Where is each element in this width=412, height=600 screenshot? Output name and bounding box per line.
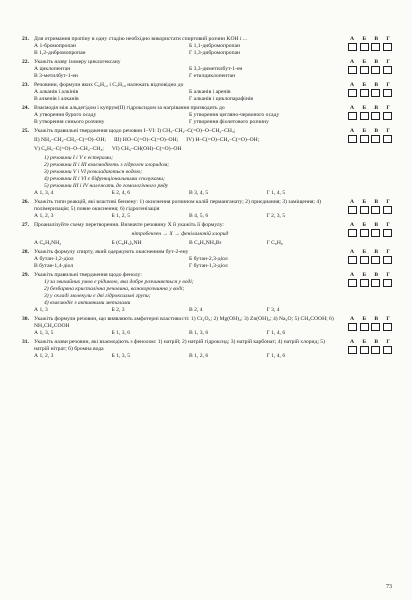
answer-option: В 3-метилбут-1-ен [34,73,78,79]
question-number: 23. [22,82,29,88]
answer-cell[interactable] [371,89,380,97]
question-text: Взаємодія між альдегідом і купрум(II) гідроксидом за нагрівання призводить до [34,105,225,111]
answer-option: А утворення бурого осаду [34,112,97,118]
formula-1: I) CH₃–CH₂–C(=O)–O–CH₂–CH₃; [155,128,236,134]
answer-letter: А [350,339,355,345]
question-text: Речовини, формули яких C₆H₁₂ і C₅H₁₀ належать відповідно до [34,82,184,88]
answer-option: В алкенів і алканів [34,96,79,102]
answer-cell[interactable] [360,112,369,120]
answer-letter: А [350,105,355,111]
formula-4: IV) H–C(=O)–CH₂–C(=O)–OH; [186,137,260,143]
answer-cell[interactable] [383,112,392,120]
formula-3: III) HO–C(=O)–C(=O)–OH; [113,137,179,143]
question-text: Укажіть формулу спирту, який одержують окисненням бут-2-ену [34,249,189,255]
answer-options [22,43,338,57]
answer-cell[interactable] [360,89,369,97]
answer-cell[interactable] [360,229,369,237]
question-29 [22,272,394,314]
answer-options [22,190,338,197]
answer-box [348,59,392,74]
statement: 3) речовини V і VI розкладаються водою; [44,169,143,175]
answer-cell[interactable] [371,279,380,287]
answer-cell[interactable] [371,229,380,237]
answer-options [22,256,338,270]
question-text: Укажіть правильні твердження щодо речовин I–VI: I) CH₃–CH₂–C(=O)–O–CH₂–CH₃; [34,128,236,134]
answer-cell[interactable] [348,279,357,287]
answer-cell[interactable] [348,66,357,74]
answer-box [348,199,392,214]
answer-options [22,353,338,360]
answer-letter: В [374,316,379,322]
statement: 4) взаємодіє з активними металами [44,300,131,306]
answer-option: Б утворення цегляно-червоного осаду [189,112,280,118]
answer-cell[interactable] [348,112,357,120]
answer-cell[interactable] [383,346,392,354]
answer-option: А 1, 3 [34,307,48,313]
question-number: 21. [22,36,29,42]
question-number: 26. [22,199,29,205]
answer-option: Б 2, 3 [111,307,125,313]
statement: 4) речовини II і VI є біфункціональними сполуками; [44,176,165,182]
answer-option: В 2, 4 [189,307,203,313]
question-text: Укажіть формули речовин, що виявляють амфотерні властивості: 1) Cr₂O₃; 2) Mg(OH)₂; 3) Zn(OH)₂; 4) Na₂O; 5) CH₃COOH; 6) NH₂CH₂COOH [34,316,334,329]
answer-letter: В [374,249,379,255]
answer-letter: А [350,316,355,322]
question-text: Для отримання пропіну в одну стадію необхідно використати спиртовий розчин KOH і ... [34,36,248,42]
answer-cell[interactable] [371,323,380,331]
answer-option: Б (C₆H₅)₂NH [111,240,142,246]
answer-option: В 1, 2, 6 [189,353,209,359]
answer-option: В утворення синього розчину [34,119,105,125]
answer-option: Г утворення фіолетового розчину [189,119,269,125]
answer-letter: Б [362,339,367,345]
question-31 [22,339,394,360]
answer-box [348,316,392,331]
answer-cell[interactable] [383,256,392,264]
statement: 5) речовини III і IV належать до гомологічного ряду [44,183,169,189]
answer-options [22,307,338,314]
question-number: 24. [22,105,29,111]
answer-letter: Б [362,249,367,255]
answer-cell[interactable] [348,323,357,331]
answer-letter: Б [362,199,367,205]
question-number: 28. [22,249,29,255]
question-number: 22. [22,59,29,65]
answer-option: А алканів і алкінів [34,89,79,95]
answer-option: А бутан-1,2-діол [34,256,74,262]
answer-cell[interactable] [371,112,380,120]
answer-letter: В [374,36,379,42]
answer-box [348,82,392,97]
question-28 [22,249,394,270]
answer-option: Г 1, 4, 5 [266,190,286,196]
answer-cell[interactable] [360,43,369,51]
answer-box [348,339,392,354]
formula-2: II) NH₂–CH₂–CH₂–C(=O)–OH; [34,137,106,143]
answer-letter: А [350,36,355,42]
answer-cell[interactable] [383,89,392,97]
answer-option: Г 1, 4, 6 [266,330,286,336]
answer-option: А 1, 3, 4 [34,190,54,196]
question-23 [22,82,394,103]
question-text: Укажіть назви речовин, які взаємодіють з фенолом: 1) натрій; 2) натрій гідроксид; 3) натрій карбонат; 4) натрій хлорид; 5) натрій нітрат; 6) бромна вода [34,339,325,352]
answer-option: В 3, 4, 5 [189,190,209,196]
answer-option: В C₆H₅NH₃Br [189,240,222,246]
answer-letter: Б [362,128,367,134]
question-26 [22,199,394,220]
answer-option: Г C₆H₆ [266,240,283,246]
answer-letter: Г [386,36,390,42]
answer-letter: В [374,272,379,278]
answer-letter: Г [386,199,390,205]
answer-option: Б 1, 3, 6 [111,330,131,336]
question-text: Укажіть типи реакцій, які властиві бензену: 1) окиснення розчином калій перманганату; 2) приєднання; 3) заміщення; 4) полімеризація; 5) повне окиснення; 6) гідрогенізація [34,199,322,212]
answer-options [22,89,338,103]
answer-letter: А [350,249,355,255]
answer-cell[interactable] [383,229,392,237]
answer-option: Б 3,3-диметилбут-1-ен [189,66,243,72]
answer-cell[interactable] [371,206,380,214]
answer-cell[interactable] [383,206,392,214]
answer-letter: Г [386,59,390,65]
question-27 [22,222,394,247]
formula-6: VI) CH₃–CH(OH)–C(=O)–OH [111,146,182,152]
answer-letter: Г [386,82,390,88]
answer-option: А 1, 2, 3 [34,353,54,359]
answer-letter: В [374,59,379,65]
answer-cell[interactable] [360,279,369,287]
answer-letter: Б [362,36,367,42]
answer-cell[interactable] [371,135,380,143]
statement: 2) безбарвна кристалічна речовина, важкорозчинна у воді; [44,286,185,292]
answer-option: А циклопентан [34,66,71,72]
answer-option: Г етилциклопентан [189,73,236,79]
answer-cell[interactable] [360,256,369,264]
answer-letter: В [374,82,379,88]
answer-cell[interactable] [348,206,357,214]
answer-cell[interactable] [383,66,392,74]
answer-option: Б бутан-2,3-діол [189,256,228,262]
answer-option: В бутан-1,4-діол [34,263,74,269]
answer-box [348,222,392,237]
answer-option: Г 1, 4, 6 [266,353,286,359]
answer-letter: Г [386,128,390,134]
statement: 1) речовини I і V є естерами; [44,155,113,161]
question-number: 25. [22,128,29,134]
answer-letter: Б [362,59,367,65]
answer-letter: Г [386,249,390,255]
answer-letter: А [350,82,355,88]
question-text: Укажіть правильні твердження щодо фенолу: [34,272,142,278]
answer-option: Г бутан-1,3-діол [189,263,228,269]
question-21 [22,36,394,57]
answer-option: В 1, 3, 6 [189,330,209,336]
answer-cell[interactable] [348,229,357,237]
formula-block [22,137,338,153]
answer-letter: Г [386,272,390,278]
statement: 1) за звичайних умов є рідиною, яка добре розчиняється у воді; [44,279,194,285]
answer-option: А 1, 2, 3 [34,213,54,219]
answer-option: А 1, 3, 5 [34,330,54,336]
answer-option: Г 1,3-дибромопропан [189,50,241,56]
answer-box [348,249,392,264]
answer-cell[interactable] [360,323,369,331]
answer-options [22,330,338,337]
answer-cell[interactable] [348,89,357,97]
answer-letter: А [350,272,355,278]
answer-box [348,36,392,51]
question-number: 27. [22,222,29,228]
answer-box [348,105,392,120]
answer-option: В 4, 5, 6 [189,213,209,219]
answer-options [22,213,338,220]
answer-option: Б 2, 4, 6 [111,190,131,196]
statement: 2) речовини II і III взаємодіють з гідроген хлоридом; [44,162,170,168]
answer-options [22,240,338,247]
answer-box [348,128,392,143]
question-30 [22,316,394,337]
answer-letter: Б [362,272,367,278]
answer-cell[interactable] [348,256,357,264]
answer-cell[interactable] [371,256,380,264]
answer-letter: Г [386,222,390,228]
answer-option: Б 1,1-дибромопропан [189,43,241,49]
answer-cell[interactable] [348,346,357,354]
formula-5: V) C₆H₅–C(=O)–O–CH₂–CH₃; [34,146,104,152]
answer-cell[interactable] [360,135,369,143]
answer-cell[interactable] [348,43,357,51]
question-22 [22,59,394,80]
answer-cell[interactable] [371,66,380,74]
answer-option: Б 1, 3, 5 [111,353,131,359]
answer-option: А C₆H₅NH₂ [34,240,62,246]
answer-letter: А [350,128,355,134]
answer-letter: Б [362,222,367,228]
answer-cell[interactable] [383,323,392,331]
transformation-chain: нітробензен → X → феніламоній хлорид [131,231,229,237]
answer-option: Б алканів і аренів [189,89,231,95]
answer-letter: А [350,222,355,228]
answer-letter: Г [386,339,390,345]
answer-letter: А [350,59,355,65]
question-25 [22,128,394,197]
answer-letter: В [374,199,379,205]
answer-letter: В [374,339,379,345]
question-number: 29. [22,272,29,278]
answer-options [22,112,338,126]
answer-cell[interactable] [383,43,392,51]
answer-cell[interactable] [360,346,369,354]
answer-letter: В [374,128,379,134]
answer-option: А 1-бромопропан [34,43,76,49]
answer-letter: Б [362,105,367,111]
answer-letter: Г [386,105,390,111]
answer-letter: Б [362,82,367,88]
statement: 3) у складі молекули є дві гідроксильні групи; [44,293,151,299]
statements-list [22,279,338,307]
answer-cell[interactable] [348,135,357,143]
question-text: Укажіть назву ізомеру циклогексану [34,59,121,65]
answer-option: В 1,2-дибромопропан [34,50,86,56]
answer-cell[interactable] [383,135,392,143]
answer-box [348,272,392,287]
answer-cell[interactable] [360,206,369,214]
answer-letter: В [374,105,379,111]
answer-cell[interactable] [371,346,380,354]
question-number: 30. [22,316,29,322]
question-24 [22,105,394,126]
answer-letter: В [374,222,379,228]
answer-letter: А [350,199,355,205]
page-number: 73 [386,584,392,590]
answer-letter: Г [386,316,390,322]
answer-option: Г алканів і циклопарафінів [189,96,254,102]
answer-option: Г 2, 3, 5 [266,213,286,219]
answer-letter: Б [362,316,367,322]
question-text: Проаналізуйте схему перетворення. Визначте речовину X й укажіть її формулу: [34,222,224,228]
answer-options [22,66,338,80]
answer-option: Г 3, 4 [266,307,280,313]
answer-cell[interactable] [360,66,369,74]
statements-list [22,155,338,190]
answer-option: Б 1, 2, 5 [111,213,131,219]
question-number: 31. [22,339,29,345]
answer-cell[interactable] [383,279,392,287]
answer-cell[interactable] [371,43,380,51]
